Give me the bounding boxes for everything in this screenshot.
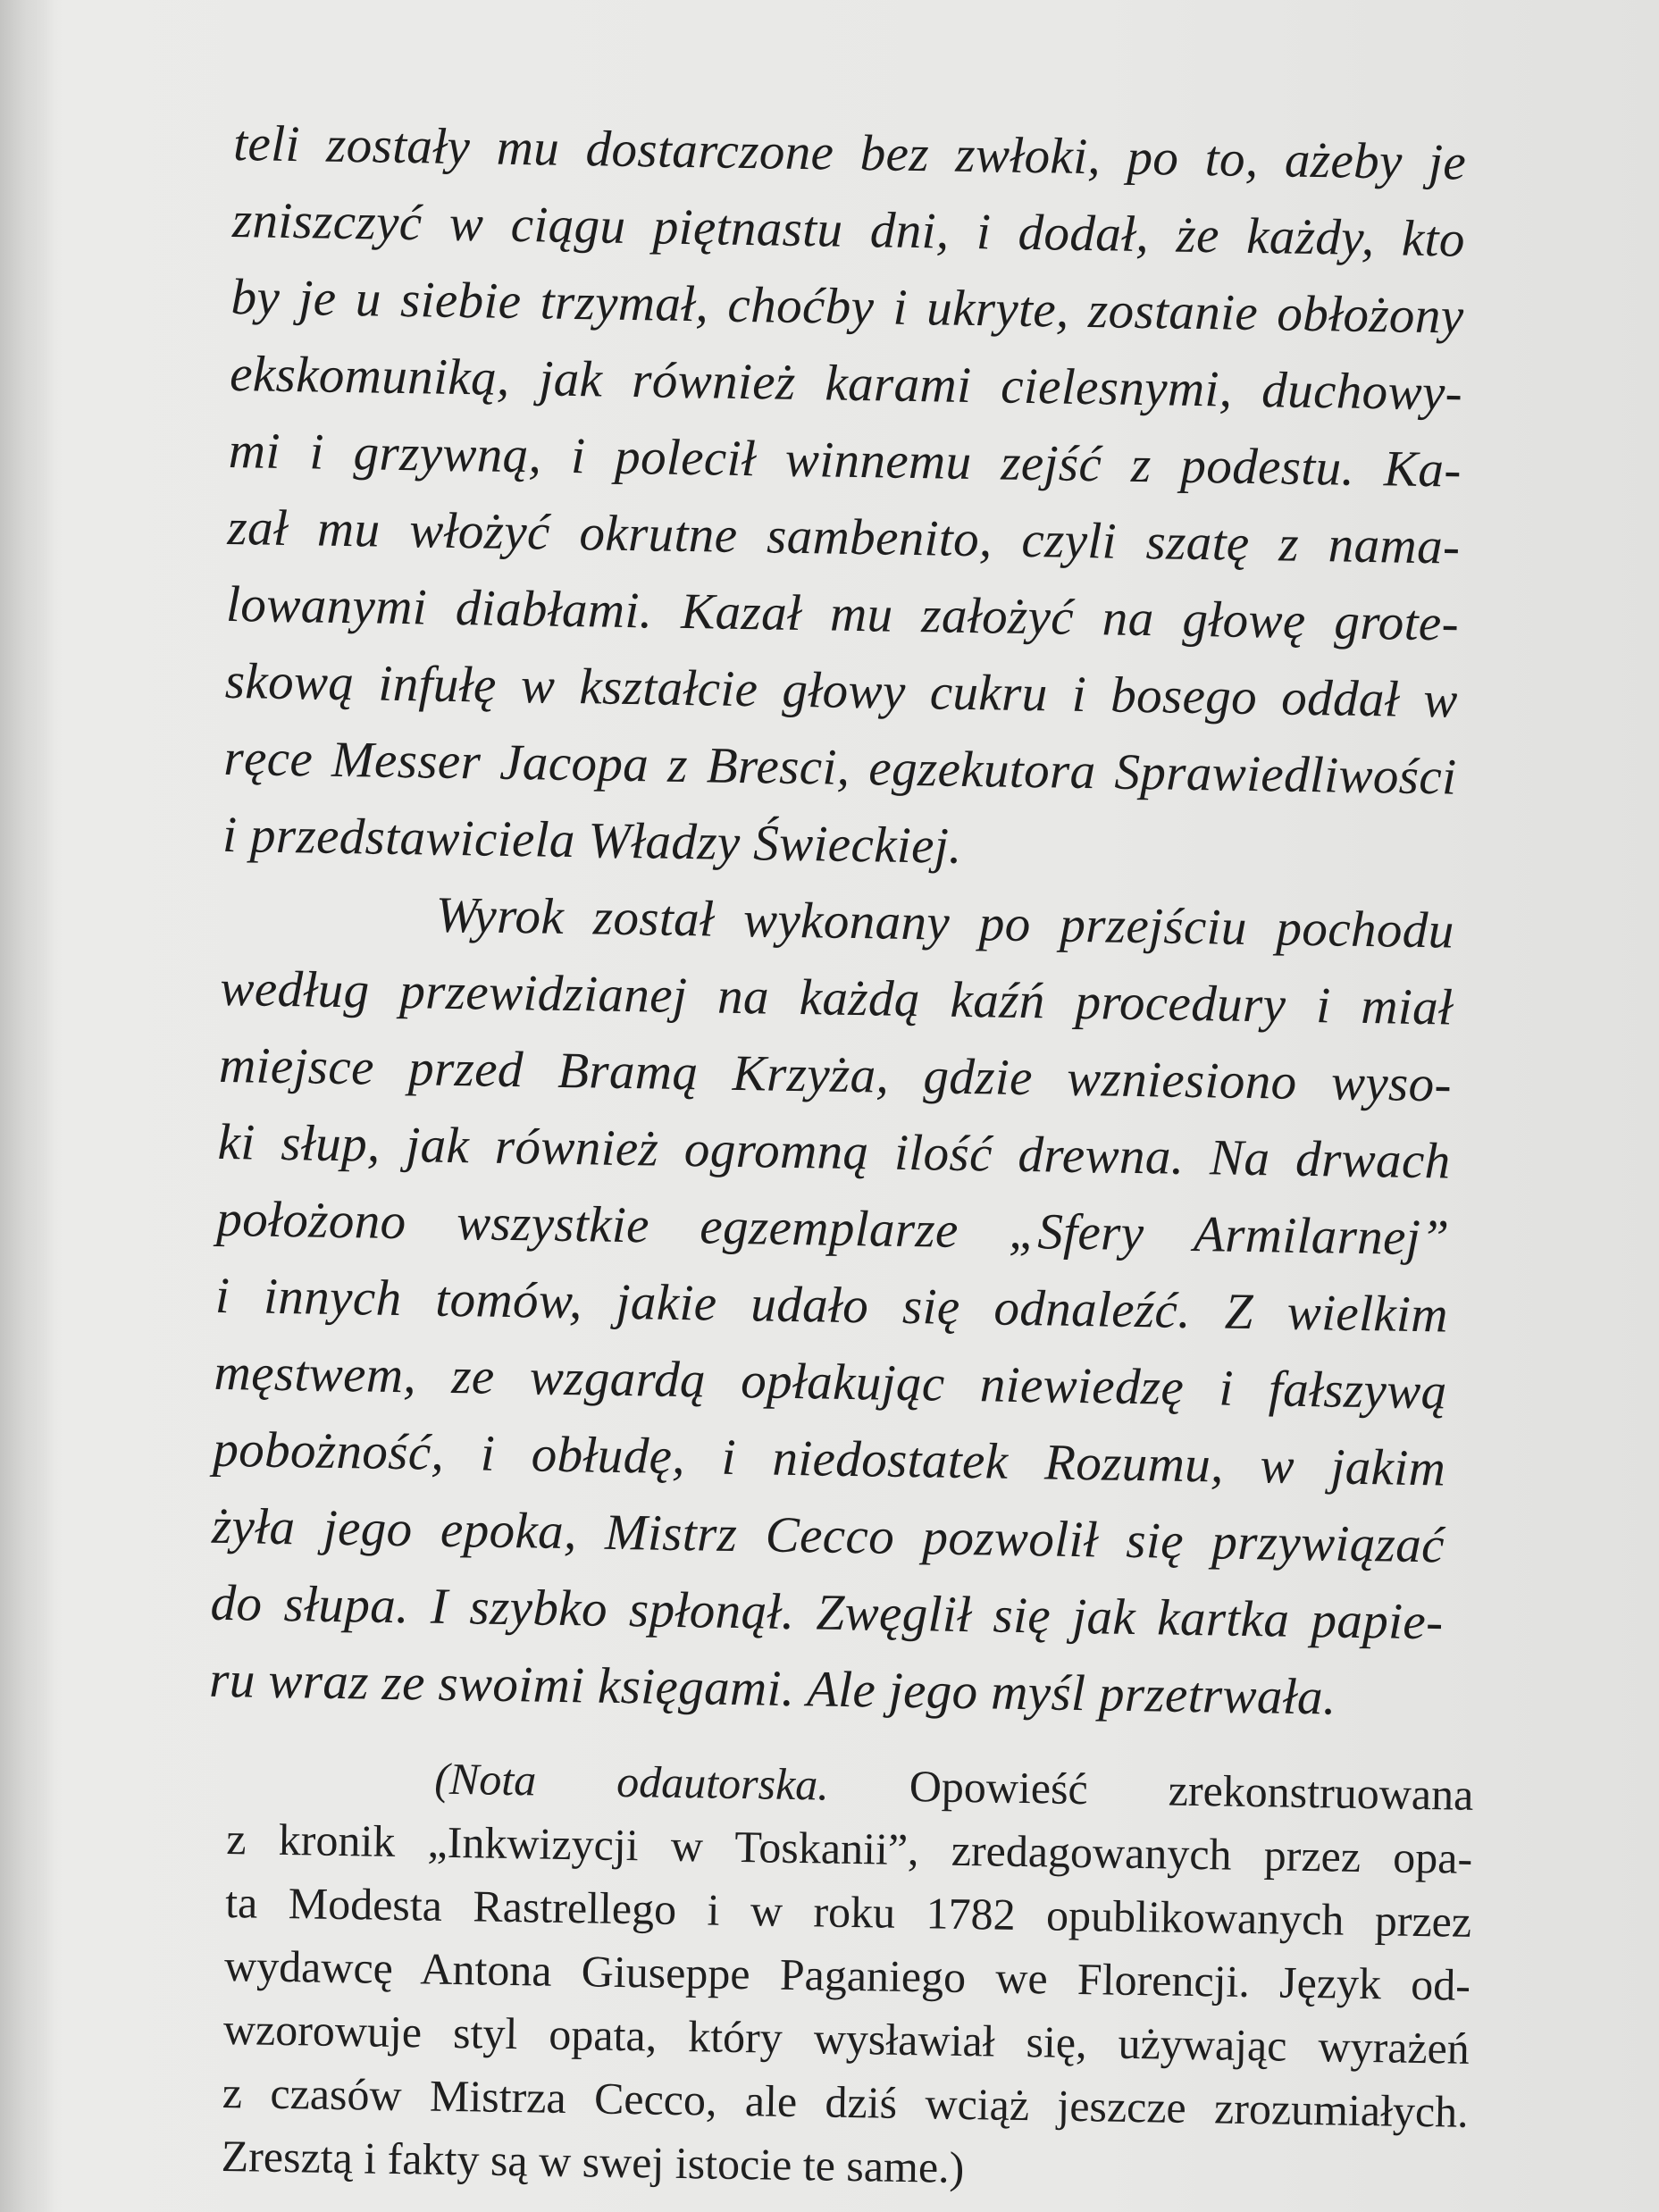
main-text-block — [209, 105, 1467, 1738]
text-line: ręce Messer Jacopa z Bresci, egzekutora Sprawiedliwości — [223, 729, 1457, 806]
note-opening: (Nota odautorska. — [433, 1753, 830, 1810]
text-line: i innych tomów, jakie udało się odnaleźć. Z wielkim — [214, 1267, 1449, 1344]
text-line: męstwem, ze wzgardą opłakując niewiedzę i fałszywą — [214, 1344, 1448, 1420]
text-line: i przedstawiciela Władzy Świeckiej. — [222, 806, 963, 875]
text-line: by je u siebie trzymał, choćby i ukryte, zostanie obłożony — [230, 268, 1464, 345]
paragraph-indent-line: Wyrok został wykonany po przejściu pochodu — [435, 886, 1455, 959]
note-line: Zresztą i fakty są w swej istocie te same.) — [221, 2130, 965, 2193]
note-line: z czasów Mistrza Cecco, ale dziś wciąż jeszcze zrozumiałych. — [222, 2066, 1470, 2137]
text-line: do słupa. I szybko spłonął. Zwęglił się jak kartka papie- — [210, 1574, 1444, 1651]
text-line: ekskomuniką, jak również karami cielesnymi, duchowy- — [229, 345, 1463, 422]
text-line: według przewidzianej na każdą kaźń procedury i miał — [219, 959, 1454, 1036]
note-line: z kronik „Inkwizycji w Toskanii”, zredagowanych przez opa- — [225, 1813, 1473, 1883]
text-line: mi i grzywną, i polecił winnemu zejść z podestu. Ka- — [228, 422, 1462, 499]
note-line: ta Modesta Rastrellego i w roku 1782 opublikowanych przez — [224, 1876, 1472, 1947]
text-line: skową infułę w kształcie głowy cukru i bosego oddał w — [224, 652, 1459, 729]
text-line: pobożność, i obłudę, i niedostatek Rozumu, w jakim — [212, 1420, 1446, 1497]
text-line: ki słup, jak również ogromną ilość drewna. Na drwach — [217, 1113, 1452, 1190]
text-line: zniszczyć w ciągu piętnastu dni, i dodał, że każdy, kto — [231, 191, 1466, 268]
note-first-line-rest: Opowieść zrekonstruowana — [909, 1760, 1474, 1820]
author-note-block — [221, 1744, 1474, 2208]
text-line: żyła jego epoka, Mistrz Cecco pozwolił się przywiązać — [211, 1497, 1445, 1574]
text-line: zał mu włożyć okrutne sambenito, czyli szatę z nama- — [227, 499, 1461, 575]
text-line: lowanymi diabłami. Kazał mu założyć na głowę grote- — [225, 575, 1460, 652]
note-line: wzorowuje styl opata, który wysławiał się, używając wyrażeń — [222, 2003, 1470, 2074]
text-line: położono wszystkie egzemplarze „Sfery Armilarnej” — [215, 1190, 1450, 1267]
note-line: wydawcę Antona Giuseppe Paganiego we Florencji. Język od- — [223, 1940, 1471, 2010]
text-line: miejsce przed Bramą Krzyża, gdzie wzniesiono wyso- — [218, 1036, 1453, 1113]
text-line: ru wraz ze swoimi księgami. Ale jego myśl przetrwała. — [208, 1651, 1337, 1726]
text-line: teli zostały mu dostarczone bez zwłoki, po to, ażeby je — [232, 114, 1467, 191]
